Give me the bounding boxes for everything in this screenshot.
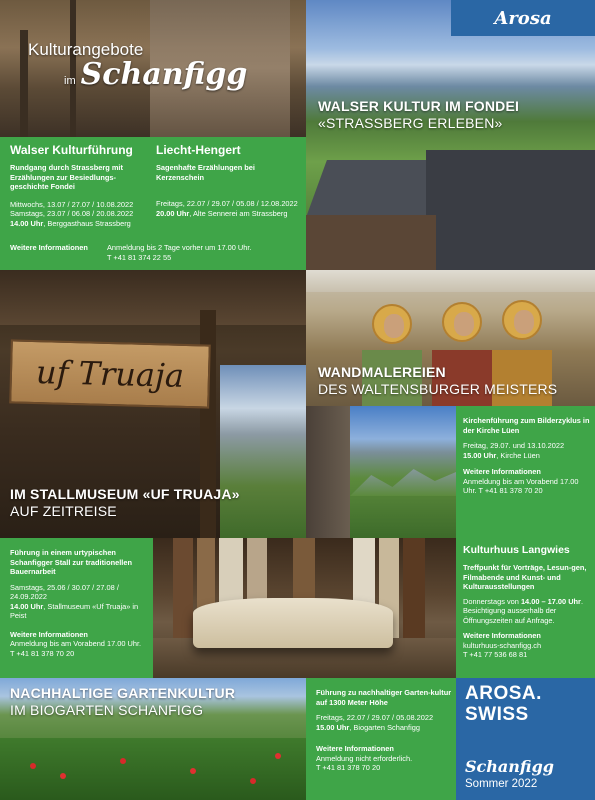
liecht-hengert-time-place: 20.00 Uhr, Alte Sennerei am Strassberg	[156, 208, 288, 218]
page-title	[28, 40, 247, 91]
walser-tour-time-place: 14.00 Uhr, Berggasthaus Strassberg	[10, 218, 131, 228]
uf-truaja-sign: uf Truaja	[9, 339, 211, 408]
liecht-hengert-dates: Freitags, 22.07 / 29.07 / 05.08 / 12.08.2022	[156, 199, 298, 208]
title-script: Schanfigg	[80, 57, 248, 92]
stall-dates: Samstags, 25.06 / 30.07 / 27.08 / 24.09.2022	[10, 582, 119, 601]
kulturhuus-hours: Donnerstags von 14.00 – 17.00 Uhr. Besichtigung ausserhalb der Öffnungszeiten auf Anfrage.	[463, 596, 583, 625]
arosa-logo: Arosa	[451, 0, 595, 36]
strassberg-headline: WALSER KULTUR IM FONDEI	[318, 98, 520, 114]
garden-time-place: 15.00 Uhr, Biogarten Schanfigg	[316, 722, 420, 732]
title-line1: Kulturangebote	[28, 40, 144, 59]
stallmuseum-headline: IM STALLMUSEUM «UF TRUAJA»	[10, 486, 240, 502]
garden-subline: IM BIOGARTEN SCHANFIGG	[10, 702, 204, 718]
strassberg-info-line1: Anmeldung bis 2 Tage vorher um 17.00 Uhr.	[107, 243, 252, 252]
strassberg-heading	[318, 98, 519, 132]
garden-info-line1: Anmeldung nicht erforderlich.	[316, 753, 413, 763]
title-im: im	[64, 75, 76, 87]
strassberg-info	[10, 243, 302, 262]
garden-info-line2: T +41 81 378 70 20	[316, 763, 381, 772]
kulturhuus-title: Kulturhuus Langwies	[463, 544, 570, 556]
valley-photo	[306, 406, 456, 538]
stall-subtitle: Führung in einem urtypischen Schanfigger Stall zur traditionellen Bauernarbeit	[10, 548, 132, 576]
stallmuseum-photo	[0, 270, 306, 538]
books-photo	[153, 538, 456, 678]
kirche-subtitle: Kirchenführung zum Bilderzyklus in der Kirche Lüen	[463, 416, 590, 435]
kirche-time-place: 15.00 Uhr, Kirche Lüen	[463, 450, 540, 460]
kirche-info-text: Anmeldung bis am Vorabend 17.00 Uhr. T +41 81 378 70 20	[463, 476, 579, 495]
walser-tour	[10, 143, 150, 228]
stall-info-label: Weitere Informationen	[10, 629, 88, 639]
kulturhuus-panel	[456, 538, 595, 678]
walser-tour-title: Walser Kulturführung	[10, 143, 133, 157]
stall-time-place: 14.00 Uhr, Stallmuseum «Uf Truaja» in Peist	[10, 601, 139, 620]
brand-line2: SWISS	[465, 704, 529, 725]
walser-tour-subtitle: Rundgang durch Strassberg mit Erzählungen zur Besiedlungs-geschichte Fondei	[10, 163, 123, 191]
stall-panel	[0, 538, 153, 678]
strassberg-subline: «STRASSBERG ERLEBEN»	[318, 115, 503, 131]
garden-heading	[10, 685, 235, 719]
strassberg-photo	[306, 0, 595, 270]
kulturhuus-subtitle: Treffpunkt für Vorträge, Lesun-gen, Filmabende und Kunst- und Kulturausstellungen	[463, 563, 587, 591]
stallmuseum-subline: AUF ZEITREISE	[10, 503, 117, 519]
brand-script: Schanfigg	[465, 757, 554, 776]
fresco-heading	[318, 364, 557, 398]
strassberg-info-label: Weitere Informationen	[10, 243, 88, 252]
stallmuseum-heading	[10, 486, 240, 520]
kirche-info-label: Weitere Informationen	[463, 467, 541, 476]
stall-info-text: Anmeldung bis am Vorabend 17.00 Uhr. T +41 81 378 70 20	[10, 639, 142, 658]
garden-panel	[306, 678, 456, 800]
fresco-photo	[306, 270, 595, 406]
fresco-subline: DES WALTENSBURGER MEISTERS	[318, 381, 558, 397]
garden-dates: Freitags, 22.07 / 29.07 / 05.08.2022	[316, 713, 434, 722]
garden-subtitle: Führung zu nachhaltiger Garten-kultur auf 1300 Meter Höhe	[316, 688, 452, 707]
brand-panel	[456, 678, 595, 800]
kulturhuus-info-label: Weitere Informationen	[463, 631, 541, 640]
brand-line1: AROSA.	[465, 683, 542, 704]
barn-photo	[0, 0, 306, 137]
kulturhuus-phone: T +41 77 536 68 81	[463, 650, 528, 659]
strassberg-info-line2: T +41 81 374 22 55	[107, 252, 172, 262]
garden-headline: NACHHALTIGE GARTENKULTUR	[10, 685, 236, 701]
liecht-hengert	[156, 143, 301, 218]
open-book	[193, 598, 393, 648]
fresco-headline: WANDMALEREIEN	[318, 364, 446, 380]
kulturhuus-website[interactable]: kulturhuus-schanfigg.ch	[463, 640, 542, 650]
kirche-panel	[456, 406, 595, 538]
garden-info-label: Weitere Informationen	[316, 744, 394, 753]
strassberg-panel	[0, 137, 306, 270]
liecht-hengert-title: Liecht-Hengert	[156, 143, 241, 157]
liecht-hengert-subtitle: Sagenhafte Erzählungen bei Kerzenschein	[156, 163, 255, 182]
garden-photo	[0, 678, 306, 800]
kirche-dates: Freitag, 29.07. und 13.10.2022	[463, 441, 565, 450]
brand-season: Sommer 2022	[465, 778, 538, 790]
walser-tour-dates: Mittwochs, 13.07 / 27.07 / 10.08.2022 Samstags, 23.07 / 06.08 / 20.08.2022	[10, 199, 134, 218]
